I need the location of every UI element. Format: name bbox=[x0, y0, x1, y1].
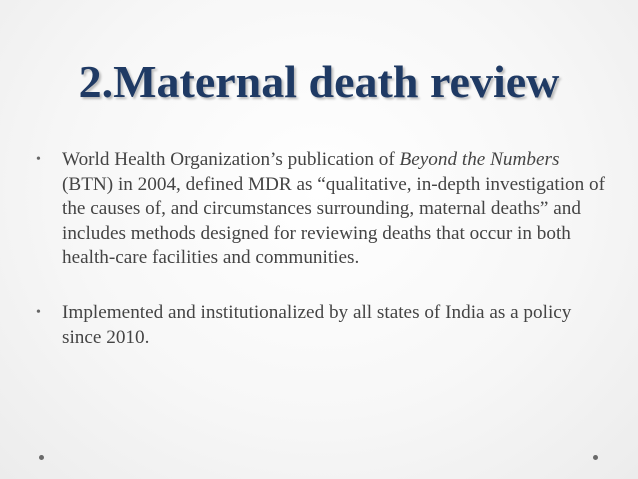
corner-dot-right bbox=[593, 455, 598, 460]
bullet-text-part: World Health Organization’s publication of bbox=[62, 149, 400, 170]
bullet-text: Implemented and institutionalized by all states of India as a policy since 2010. bbox=[62, 301, 572, 348]
bullet-marker: • bbox=[36, 152, 41, 167]
bullet-list bbox=[36, 148, 606, 350]
slide-title: 2.Maternal death review bbox=[78, 56, 560, 107]
bullet-item-btn-definition bbox=[36, 148, 606, 271]
publication-title: Beyond the Numbers bbox=[399, 149, 560, 170]
corner-dot-left bbox=[39, 455, 44, 460]
bullet-item-implementation bbox=[36, 301, 606, 350]
bullet-marker: • bbox=[36, 304, 41, 320]
bullet-text-part: (BTN) in 2004, defined MDR as “qualitative, in-depth investigation of the causes of, and circumstances surrounding, maternal deaths” and includes methods designed for reviewing deaths that occur in both health-care facilities and communities. bbox=[62, 173, 606, 269]
